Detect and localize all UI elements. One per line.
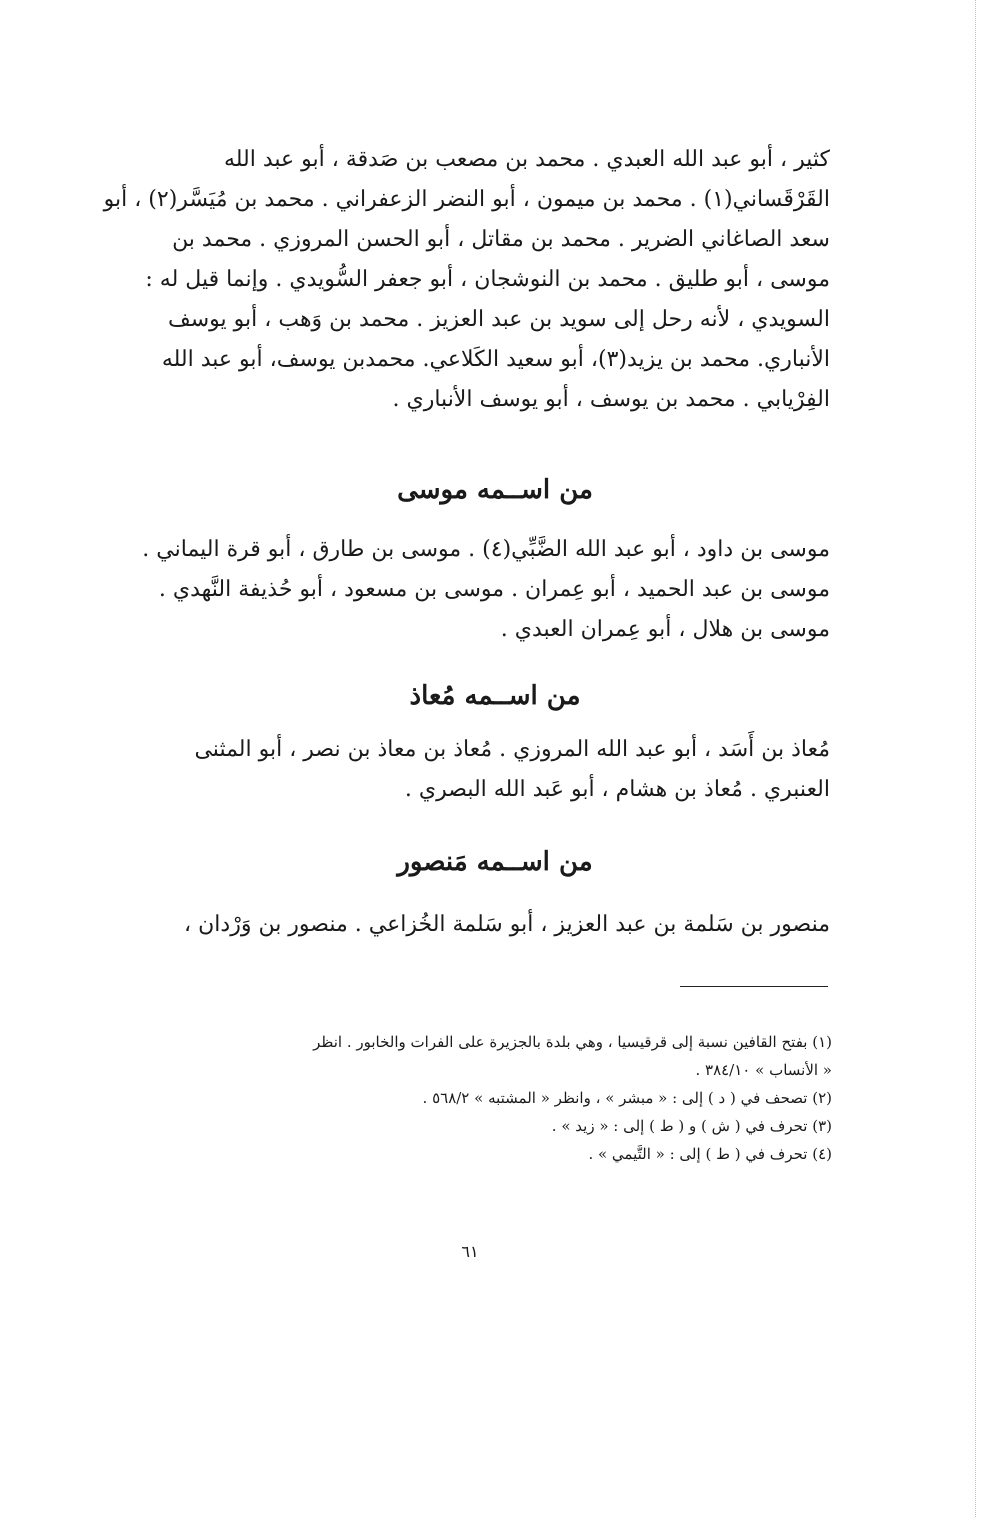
- text-line: السويدي ، لأنه رحل إلى سويد بن عبد العزيز . محمد بن وَهب ، أبو يوسف: [167, 307, 830, 332]
- section-heading-musa: من اســمه موسى: [397, 475, 593, 505]
- footnote-line: (٤) تحرف في ( ط ) إلى : « التَّيمي » .: [588, 1145, 832, 1163]
- text-line: كثير ، أبو عبد الله العبدي . محمد بن مصعب بن صَدقة ، أبو عبد الله: [223, 147, 830, 172]
- muhammad-entries: [103, 140, 830, 420]
- muadh-entries: [160, 730, 830, 810]
- mansur-entries: [160, 905, 830, 945]
- footnote-line: « الأنساب » ٣٨٤/١٠ .: [695, 1061, 832, 1079]
- text-line: موسى بن داود ، أبو عبد الله الضَّبِّي(٤) . موسى بن طارق ، أبو قرة اليماني .: [142, 537, 830, 562]
- page-number: ٦١: [461, 1242, 479, 1261]
- text-line: موسى بن عبد الحميد ، أبو عِمران . موسى بن مسعود ، أبو حُذيفة النَّهدي .: [158, 577, 830, 602]
- text-line: مُعاذ بن أَسَد ، أبو عبد الله المروزي . مُعاذ بن معاذ بن نصر ، أبو المثنى: [194, 737, 830, 762]
- text-line: العنبري . مُعاذ بن هشام ، أبو عَبد الله البصري .: [404, 777, 830, 802]
- footnote-line: (٣) تحرف في ( ش ) و ( ط ) إلى : « زيد » .: [551, 1117, 832, 1135]
- text-line: سعد الصاغاني الضرير . محمد بن مقاتل ، أبو الحسن المروزي . محمد بن: [172, 227, 830, 252]
- musa-entries: [142, 530, 830, 650]
- text-line: الأنباري. محمد بن يزيد(٣)، أبو سعيد الكَلاعي. محمدبن يوسف، أبو عبد الله: [161, 347, 830, 372]
- text-line: القَرْقَساني(١) . محمد بن ميمون ، أبو النضر الزعفراني . محمد بن مُيَسَّر(٢) ، أبو: [103, 187, 830, 212]
- footnote-separator: [680, 986, 828, 987]
- footnote-line: (٢) تصحف في ( د ) إلى : « مبشر » ، وانظر « المشتبه » ٥٦٨/٢ .: [422, 1089, 832, 1107]
- section-heading-muadh: من اســمه مُعاذ: [409, 681, 581, 711]
- scan-edge-line: [975, 0, 977, 1517]
- text-line: موسى بن هلال ، أبو عِمران العبدي .: [500, 617, 830, 642]
- text-line: منصور بن سَلمة بن عبد العزيز ، أبو سَلمة الخُزاعي . منصور بن وَرْدان ،: [184, 912, 830, 937]
- footnote-line: (١) بفتح القافين نسبة إلى قرقيسيا ، وهي بلدة بالجزيرة على الفرات والخابور . انظر: [313, 1033, 832, 1051]
- section-heading-mansur: من اســمه مَنصور: [397, 847, 593, 877]
- text-line: موسى ، أبو طليق . محمد بن النوشجان ، أبو جعفر السُّويدي . وإنما قيل له :: [145, 267, 830, 292]
- footnotes: [160, 1028, 832, 1168]
- text-line: الفِرْيابي . محمد بن يوسف ، أبو يوسف الأنباري .: [392, 387, 830, 412]
